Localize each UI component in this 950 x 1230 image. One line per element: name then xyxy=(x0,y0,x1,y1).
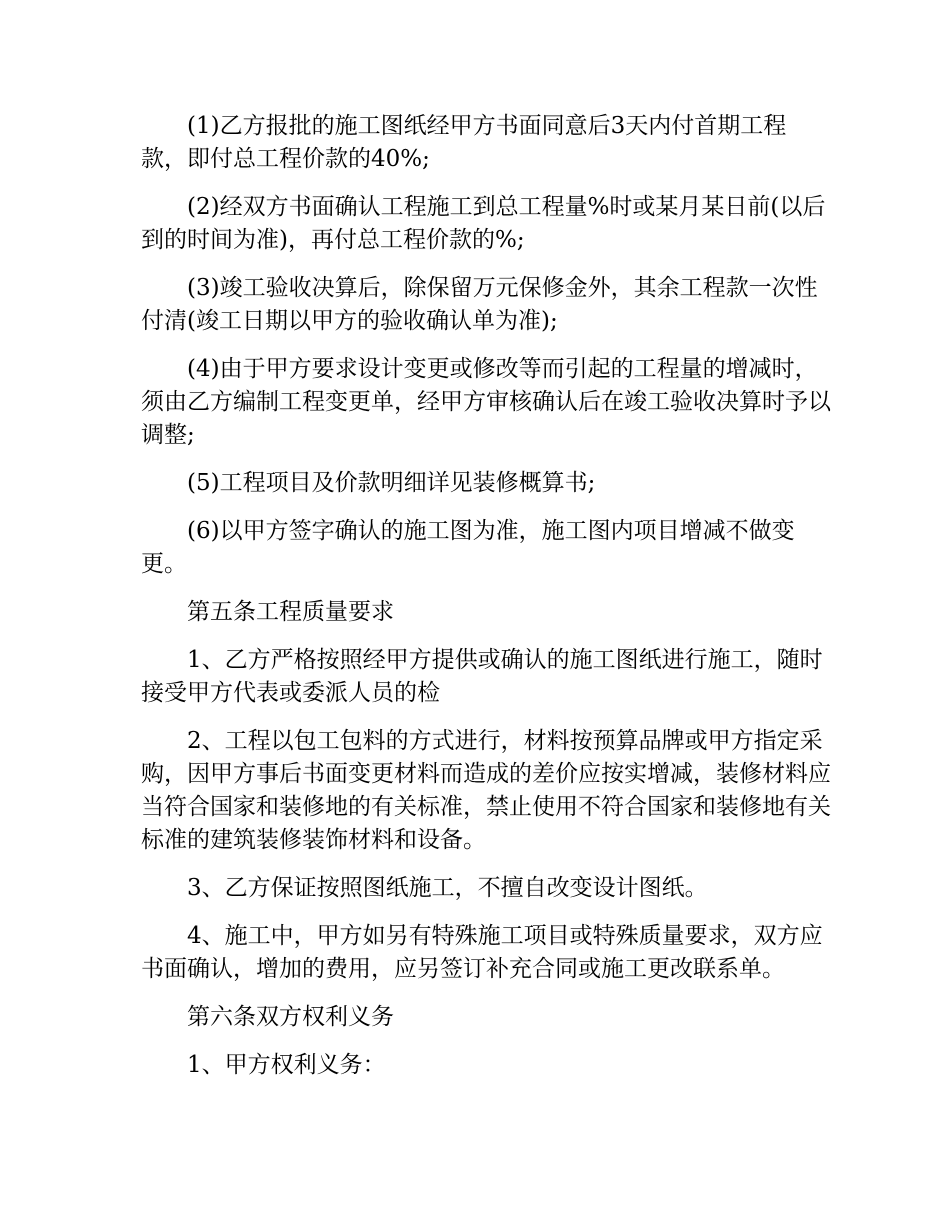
payment-clause-4: (4)由于甲方要求设计变更或修改等而引起的工程量的增减时，须由乙方编制工程变更单，经甲方审核确认后在竣工验收决算时予以调整; xyxy=(141,356,831,448)
payment-clause-2: (2)经双方书面确认工程施工到总工程量%时或某月某日前(以后到的时间为准)，再付总工程价款的%; xyxy=(141,194,826,253)
payment-clause-6: (6)以甲方签字确认的施工图为准，施工图内项目增减不做变更。 xyxy=(141,518,795,577)
payment-clause-3: (3)竣工验收决算后，除保留万元保修金外，其余工程款一次性付清(竣工日期以甲方的验收确认单为准); xyxy=(141,275,818,334)
payment-clause-5: (5)工程项目及价款明细详见装修概算书; xyxy=(187,470,596,496)
article-5-heading: 第五条工程质量要求 xyxy=(187,599,394,625)
quality-clause-3: 3、乙方保证按照图纸施工，不擅自改变设计图纸。 xyxy=(187,875,708,901)
payment-clause-1: (1)乙方报批的施工图纸经甲方书面同意后3天内付首期工程款，即付总工程价款的40%; xyxy=(141,113,787,172)
quality-clause-1: 1、乙方严格按照经甲方提供或确认的施工图纸进行施工，随时接受甲方代表或委派人员的检 xyxy=(141,647,823,706)
quality-clause-4: 4、施工中，甲方如另有特殊施工项目或特殊质量要求，双方应书面确认，增加的费用，应另签订补充合同或施工更改联系单。 xyxy=(141,923,823,982)
quality-clause-2: 2、工程以包工包料的方式进行，材料按预算品牌或甲方指定采购，因甲方事后书面变更材料而造成的差价应按实增减，装修材料应当符合国家和装修地的有关标准，禁止使用不符合国家和装修地有关标准的建筑装修装饰材料和设备。 xyxy=(141,728,831,853)
article-6-heading: 第六条双方权利义务 xyxy=(187,1004,394,1030)
document-body xyxy=(141,110,831,1097)
rights-clause-1: 1、甲方权利义务： xyxy=(187,1052,386,1078)
